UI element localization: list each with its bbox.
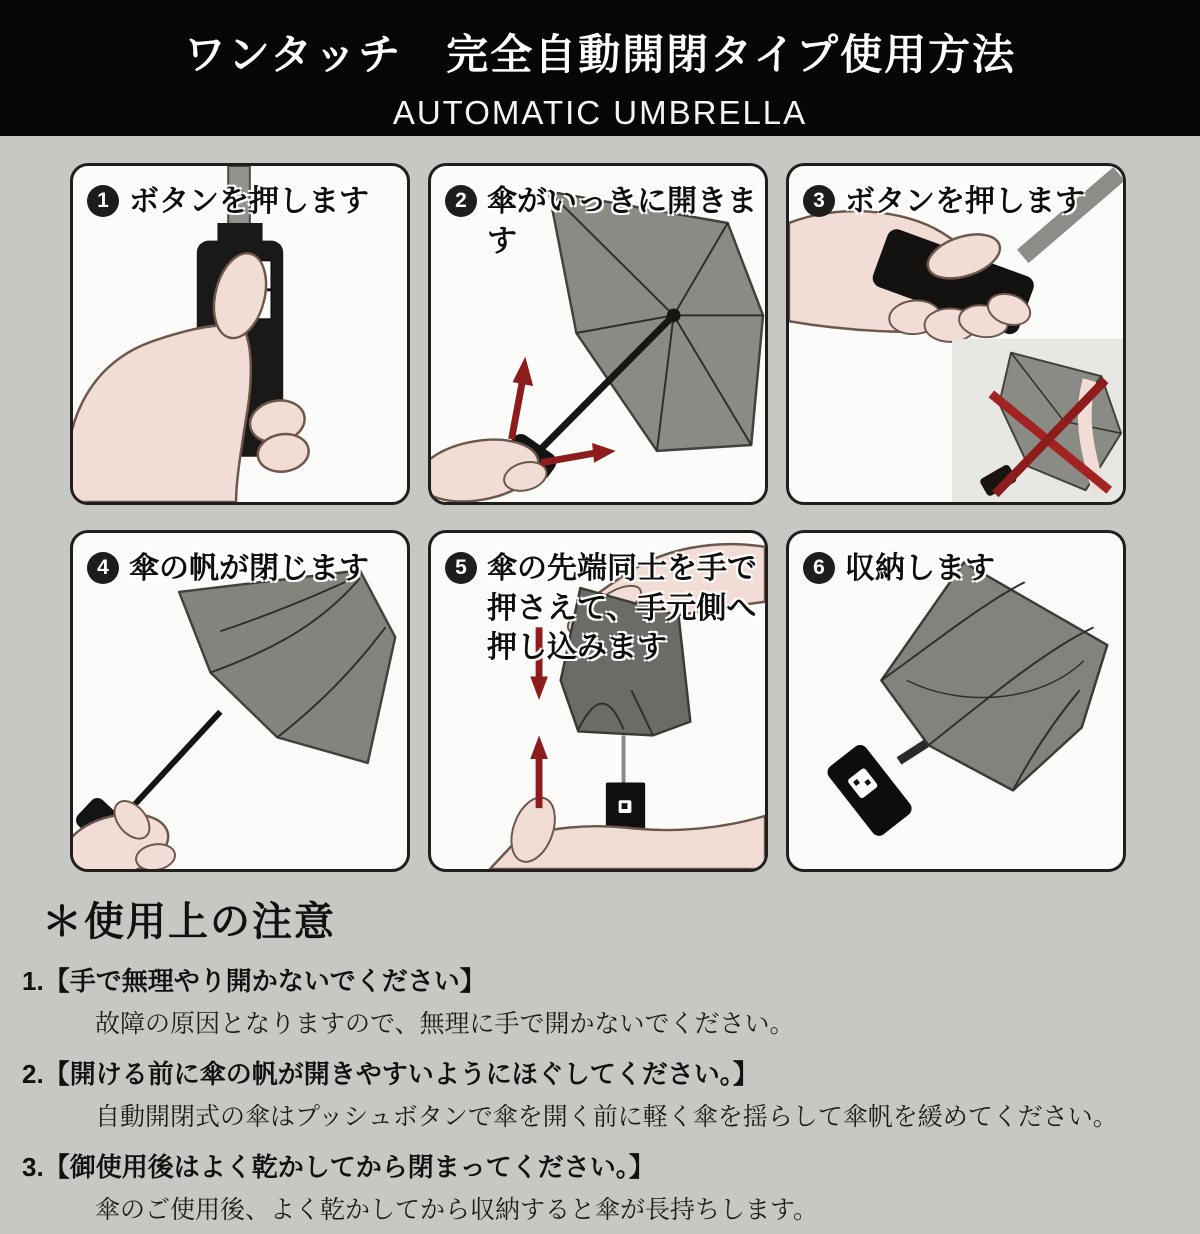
folded-umbrella (881, 562, 1107, 790)
up-arrow-icon (530, 735, 548, 808)
step6-panel (786, 530, 1126, 872)
note3-number: 3. (22, 1152, 44, 1182)
umbrella-shaft (124, 712, 220, 816)
step6-number-badge: 6 (803, 552, 835, 584)
note2-title-text: 【開ける前に傘の帆が開きやすいようにほぐしてください。】 (43, 1059, 759, 1089)
step5-label: 傘の先端同士を手で押さえて、手元側へ押し込みます (487, 552, 757, 665)
note1-title-text: 【手で無理やり開かないでください】 (43, 966, 486, 996)
step2-label: 傘がいっきに開きます (487, 185, 757, 258)
note3-title-text: 【御使用後はよく乾かしてから閉まってください。】 (43, 1152, 655, 1182)
step4-number-badge: 4 (87, 552, 119, 584)
note3-title (22, 1147, 1200, 1184)
note1-number: 1. (22, 966, 44, 996)
step6-label: 収納します (845, 552, 995, 585)
notes-heading: ＊使用上の注意 (42, 900, 336, 944)
step6-header (803, 549, 995, 589)
closed-canopy (179, 570, 395, 763)
forbidden-inset (952, 339, 1123, 502)
step4-header (87, 549, 369, 589)
note1-body: 故障の原因となりますので、無理に手で開かないでください。 (95, 1010, 795, 1038)
step1-header (87, 182, 369, 222)
step1-number-badge: 1 (87, 185, 119, 217)
note-item (0, 961, 1200, 1040)
step4-label: 傘の帆が閉じます (129, 552, 369, 585)
step5-number-badge: 5 (445, 552, 477, 584)
page-subtitle: AUTOMATIC UMBRELLA (392, 94, 808, 131)
note2-number: 2. (22, 1059, 44, 1089)
note2-body: 自動開閉式の傘はプッシュボタンで傘を開く前に軽く傘を揺らして傘帆を緩めてください。 (95, 1103, 1118, 1131)
step5-header (445, 549, 761, 668)
step3-header (803, 182, 1085, 222)
step3-panel (786, 163, 1126, 505)
note1-title (22, 961, 1200, 998)
usage-notes-section (0, 878, 1200, 1234)
step4-panel (70, 530, 410, 872)
header-banner (0, 0, 1200, 136)
page-title: ワンタッチ 完全自動開閉タイプ使用方法 (183, 31, 1017, 78)
step3-label: ボタンを押します (845, 185, 1085, 218)
note2-title (22, 1054, 1200, 1091)
umbrella-shaft (899, 743, 927, 761)
right-arrow-icon (541, 443, 616, 463)
instruction-panel-grid (70, 163, 1126, 872)
step1-label: ボタンを押します (129, 185, 369, 218)
step2-number-badge: 2 (445, 185, 477, 217)
step5-panel (428, 530, 768, 872)
step1-panel (70, 163, 410, 505)
up-arrow-icon (512, 357, 534, 440)
note3-body: 傘のご使用後、よく乾かしてから収納すると傘が長持ちします。 (95, 1196, 819, 1224)
note-item (0, 1054, 1200, 1133)
step2-header (445, 182, 765, 261)
step2-panel (428, 163, 768, 505)
note-item (0, 1147, 1200, 1226)
step3-number-badge: 3 (803, 185, 835, 217)
